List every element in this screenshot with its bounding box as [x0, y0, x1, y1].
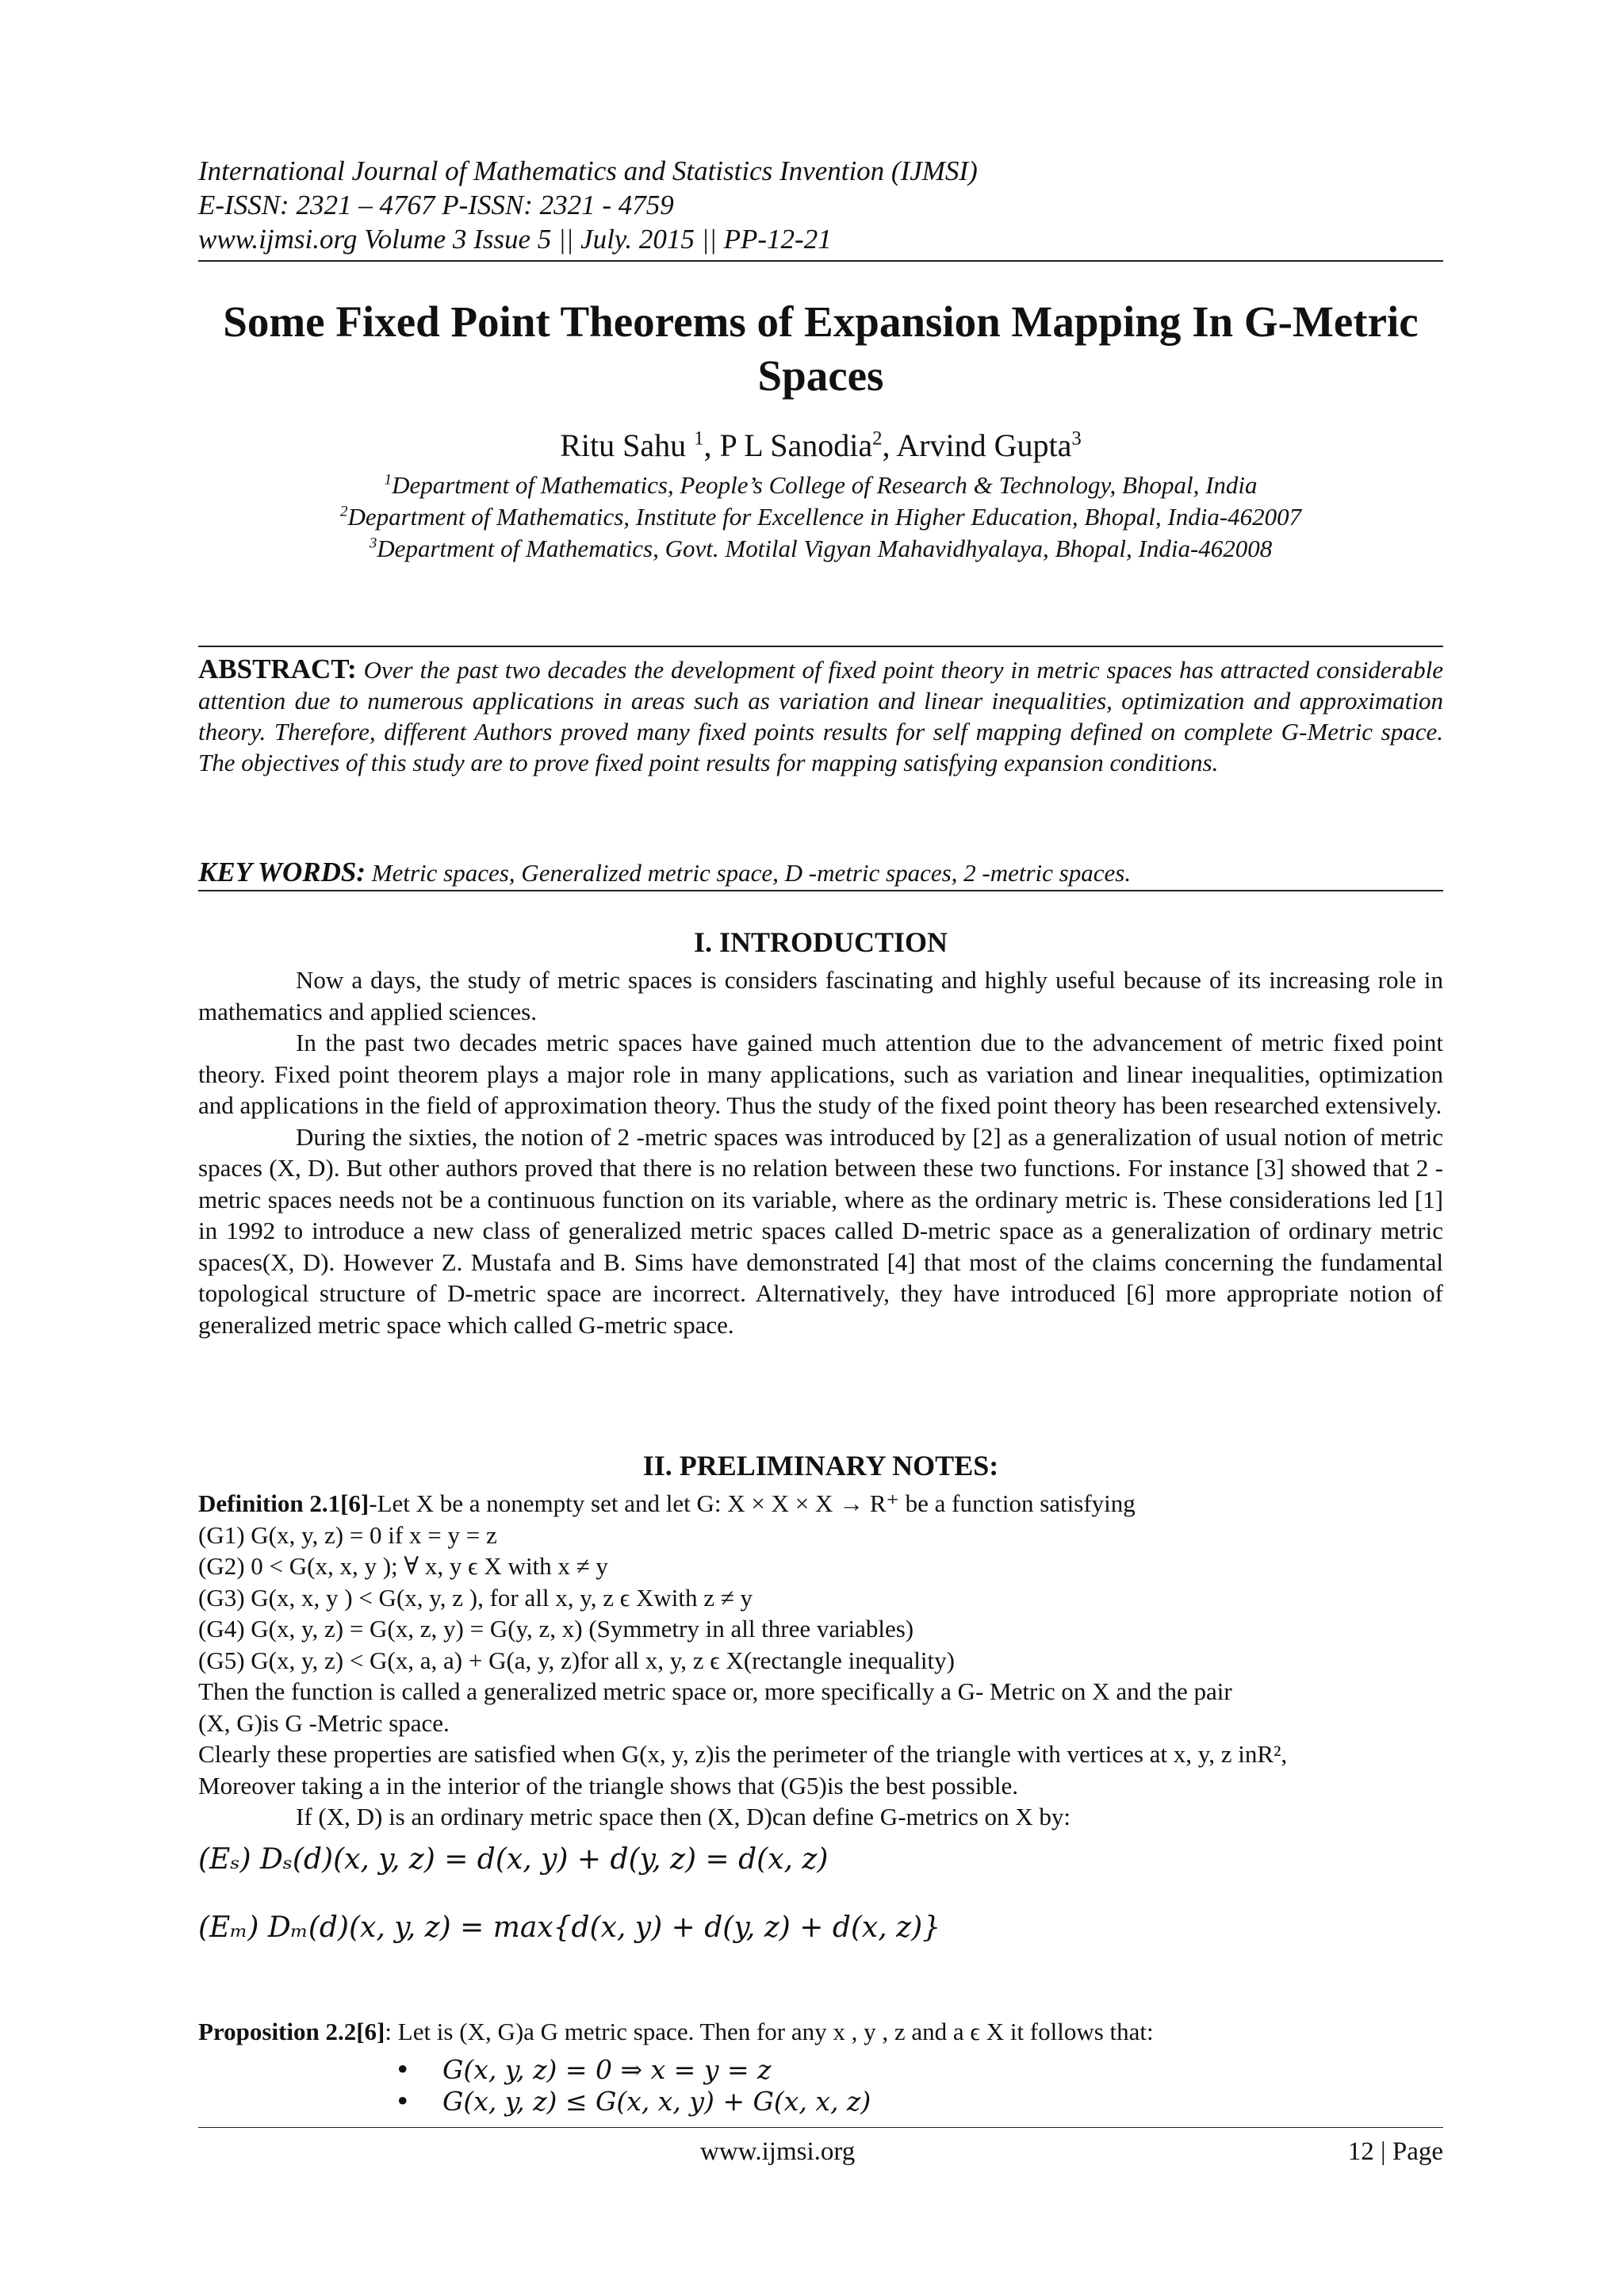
footer-site: www.ijmsi.org: [700, 2137, 856, 2166]
section-heading-preliminary: II. PRELIMINARY NOTES:: [642, 1450, 999, 1481]
definition-line: (G4) G(x, y, z) = G(x, z, y) = G(y, z, x) (Symmetry in all three variables): [198, 1615, 914, 1642]
journal-issn: E-ISSN: 2321 – 4767 P-ISSN: 2321 - 4759: [198, 190, 674, 220]
definition-line: Moreover taking a in the interior of the triangle shows that (G5)is the best possible.: [198, 1771, 1018, 1800]
author-name: , Arvind Gupta: [882, 427, 1072, 463]
definition-line: (G3) G(x, x, y ) < G(x, y, z ), for all x, y, z ϵ Xwith z ≠ y: [198, 1583, 753, 1612]
definition-2-1: [198, 1488, 1443, 1833]
intro-paragraph: Now a days, the study of metric spaces is considers fascinating and highly useful because of its increasing role in mathematics and applied sciences.: [198, 966, 1443, 1025]
affiliation: [198, 501, 1443, 533]
bullet-text: G(x, y, z) = 0 ⇒ x = y = z: [442, 2054, 772, 2085]
affiliation: [198, 533, 1443, 565]
bullet-item: [395, 2086, 871, 2117]
definition-line: (G5) G(x, y, z) < G(x, a, a) + G(a, y, z)for all x, y, z ϵ X(rectangle inequality): [198, 1646, 955, 1674]
affiliation-sup: 2: [339, 503, 348, 520]
equation-es: (Eₛ) Dₛ(d)(x, y, z) = d(x, y) + d(y, z) = d(x, z): [198, 1843, 829, 1876]
keywords-label: KEY WORDS:: [198, 857, 366, 887]
paper-page: [198, 0, 1443, 2296]
footer-page-number: 12 | Page: [1347, 2137, 1443, 2166]
author-list: [198, 426, 1443, 466]
bullet-text: G(x, y, z) ≤ G(x, x, y) + G(x, x, z): [442, 2086, 871, 2117]
definition-label: Definition 2.1[6]: [198, 1489, 370, 1517]
author-sup: 3: [1071, 427, 1082, 450]
proposition-2-2: [198, 2016, 1154, 2048]
section-heading-introduction: I. INTRODUCTION: [693, 926, 948, 958]
intro-paragraph: In the past two decades metric spaces have gained much attention due to the advancement of metric fixed point theory. Fixed point theorem plays a major role in many applications, such as variation and linear inequalities, optimization and applications in the field of approximation theory. Thus the study of the fixed point theory has been researched extensively.: [198, 1029, 1443, 1119]
definition-line: (X, G)is G -Metric space.: [198, 1708, 450, 1737]
keywords: [198, 857, 1443, 889]
keywords-text: Metric spaces, Generalized metric space, D -metric spaces, 2 -metric spaces.: [366, 859, 1132, 887]
affiliation-sup: 3: [369, 535, 377, 552]
definition-line: (G1) G(x, y, z) = 0 if x = y = z: [198, 1520, 497, 1549]
journal-volume: www.ijmsi.org Volume 3 Issue 5 || July. 2015 || PP-12-21: [198, 224, 832, 255]
journal-header: [198, 154, 978, 256]
affiliation-text: Department of Mathematics, Govt. Motilal Vigyan Mahavidhyalaya, Bhopal, India-462008: [377, 535, 1273, 562]
intro-paragraph: During the sixties, the notion of 2 -metric spaces was introduced by [2] as a generalization of usual notion of metric spaces (X, D). But other authors proved that there is no relation between these two functions. For instance [3] showed that 2 -metric spaces needs not be a continuous function on its variable, where as the ordinary metric is. These considerations led [1] in 1992 to introduce a new class of generalized metric spaces called D-metric space as a generalization of ordinary metric spaces(X, D). However Z. Mustafa and B. Sims have demonstrated [4] that most of the claims concerning the fundamental topological structure of D-metric space are incorrect. Alternatively, they have introduced [6] more appropriate notion of generalized metric space which called G-metric space.: [198, 1122, 1443, 1339]
abstract-label: ABSTRACT:: [198, 654, 357, 684]
proposition-label: Proposition 2.2[6]: [198, 2018, 385, 2045]
author-name: Ritu Sahu: [560, 427, 695, 463]
definition-line: Clearly these properties are satisfied when G(x, y, z)is the perimeter of the triangle with vertices at x, y, z inR²,: [198, 1740, 1288, 1768]
affiliation-text: Department of Mathematics, Institute for Excellence in Higher Education, Bhopal, India-462007: [347, 503, 1302, 531]
bullet-dot: •: [395, 2086, 411, 2117]
definition-line: [198, 1488, 1443, 1520]
affiliation-text: Department of Mathematics, People’s College of Research & Technology, Bhopal, India: [392, 471, 1258, 499]
definition-line: (G2) 0 < G(x, x, y ); ∀ x, y ϵ X with x ≠ y: [198, 1552, 608, 1580]
author-sup: 1: [694, 427, 704, 450]
equation-em: (Eₘ) Dₘ(d)(x, y, z) = max{d(x, y) + d(y, z) + d(x, z)}: [198, 1911, 941, 1944]
author-name: , P L Sanodia: [703, 427, 873, 463]
bullet-dot: •: [395, 2054, 411, 2085]
definition-line: If (X, D) is an ordinary metric space then (X, D)can define G-metrics on X by:: [296, 1803, 1071, 1830]
abstract-top-rule: [198, 646, 1443, 647]
author-sup: 2: [872, 427, 883, 450]
affiliation-list: [198, 470, 1443, 565]
affiliation: [198, 470, 1443, 501]
bullet-item: [395, 2054, 771, 2085]
affiliation-sup: 1: [384, 471, 393, 489]
footer-rule: [198, 2127, 1443, 2128]
definition-text: -Let X be a nonempty set and let G: X × X × X → R⁺ be a function satisfying: [369, 1489, 1136, 1517]
header-rule: [198, 260, 1443, 262]
paper-title: Some Fixed Point Theorems of Expansion Mapping In G-Metric Spaces: [223, 297, 1419, 400]
introduction-body: [198, 964, 1443, 1340]
abstract: [198, 654, 1443, 778]
definition-line: Then the function is called a generalized metric space or, more specifically a G- Metric on X and the pair: [198, 1677, 1232, 1705]
journal-name: International Journal of Mathematics and Statistics Invention (IJMSI): [198, 155, 978, 186]
proposition-text: : Let is (X, G)a G metric space. Then for any x , y , z and a ϵ X it follows that:: [385, 2018, 1154, 2045]
keywords-rule: [198, 890, 1443, 891]
abstract-text: Over the past two decades the development of fixed point theory in metric spaces has attracted considerable attention due to numerous applications in areas such as variation and linear inequalities, optimization and approximation theory. Therefore, different Authors proved many fixed points results for self mapping defined on complete G-Metric space. The objectives of this study are to prove fixed point results for mapping satisfying expansion conditions.: [198, 656, 1443, 776]
